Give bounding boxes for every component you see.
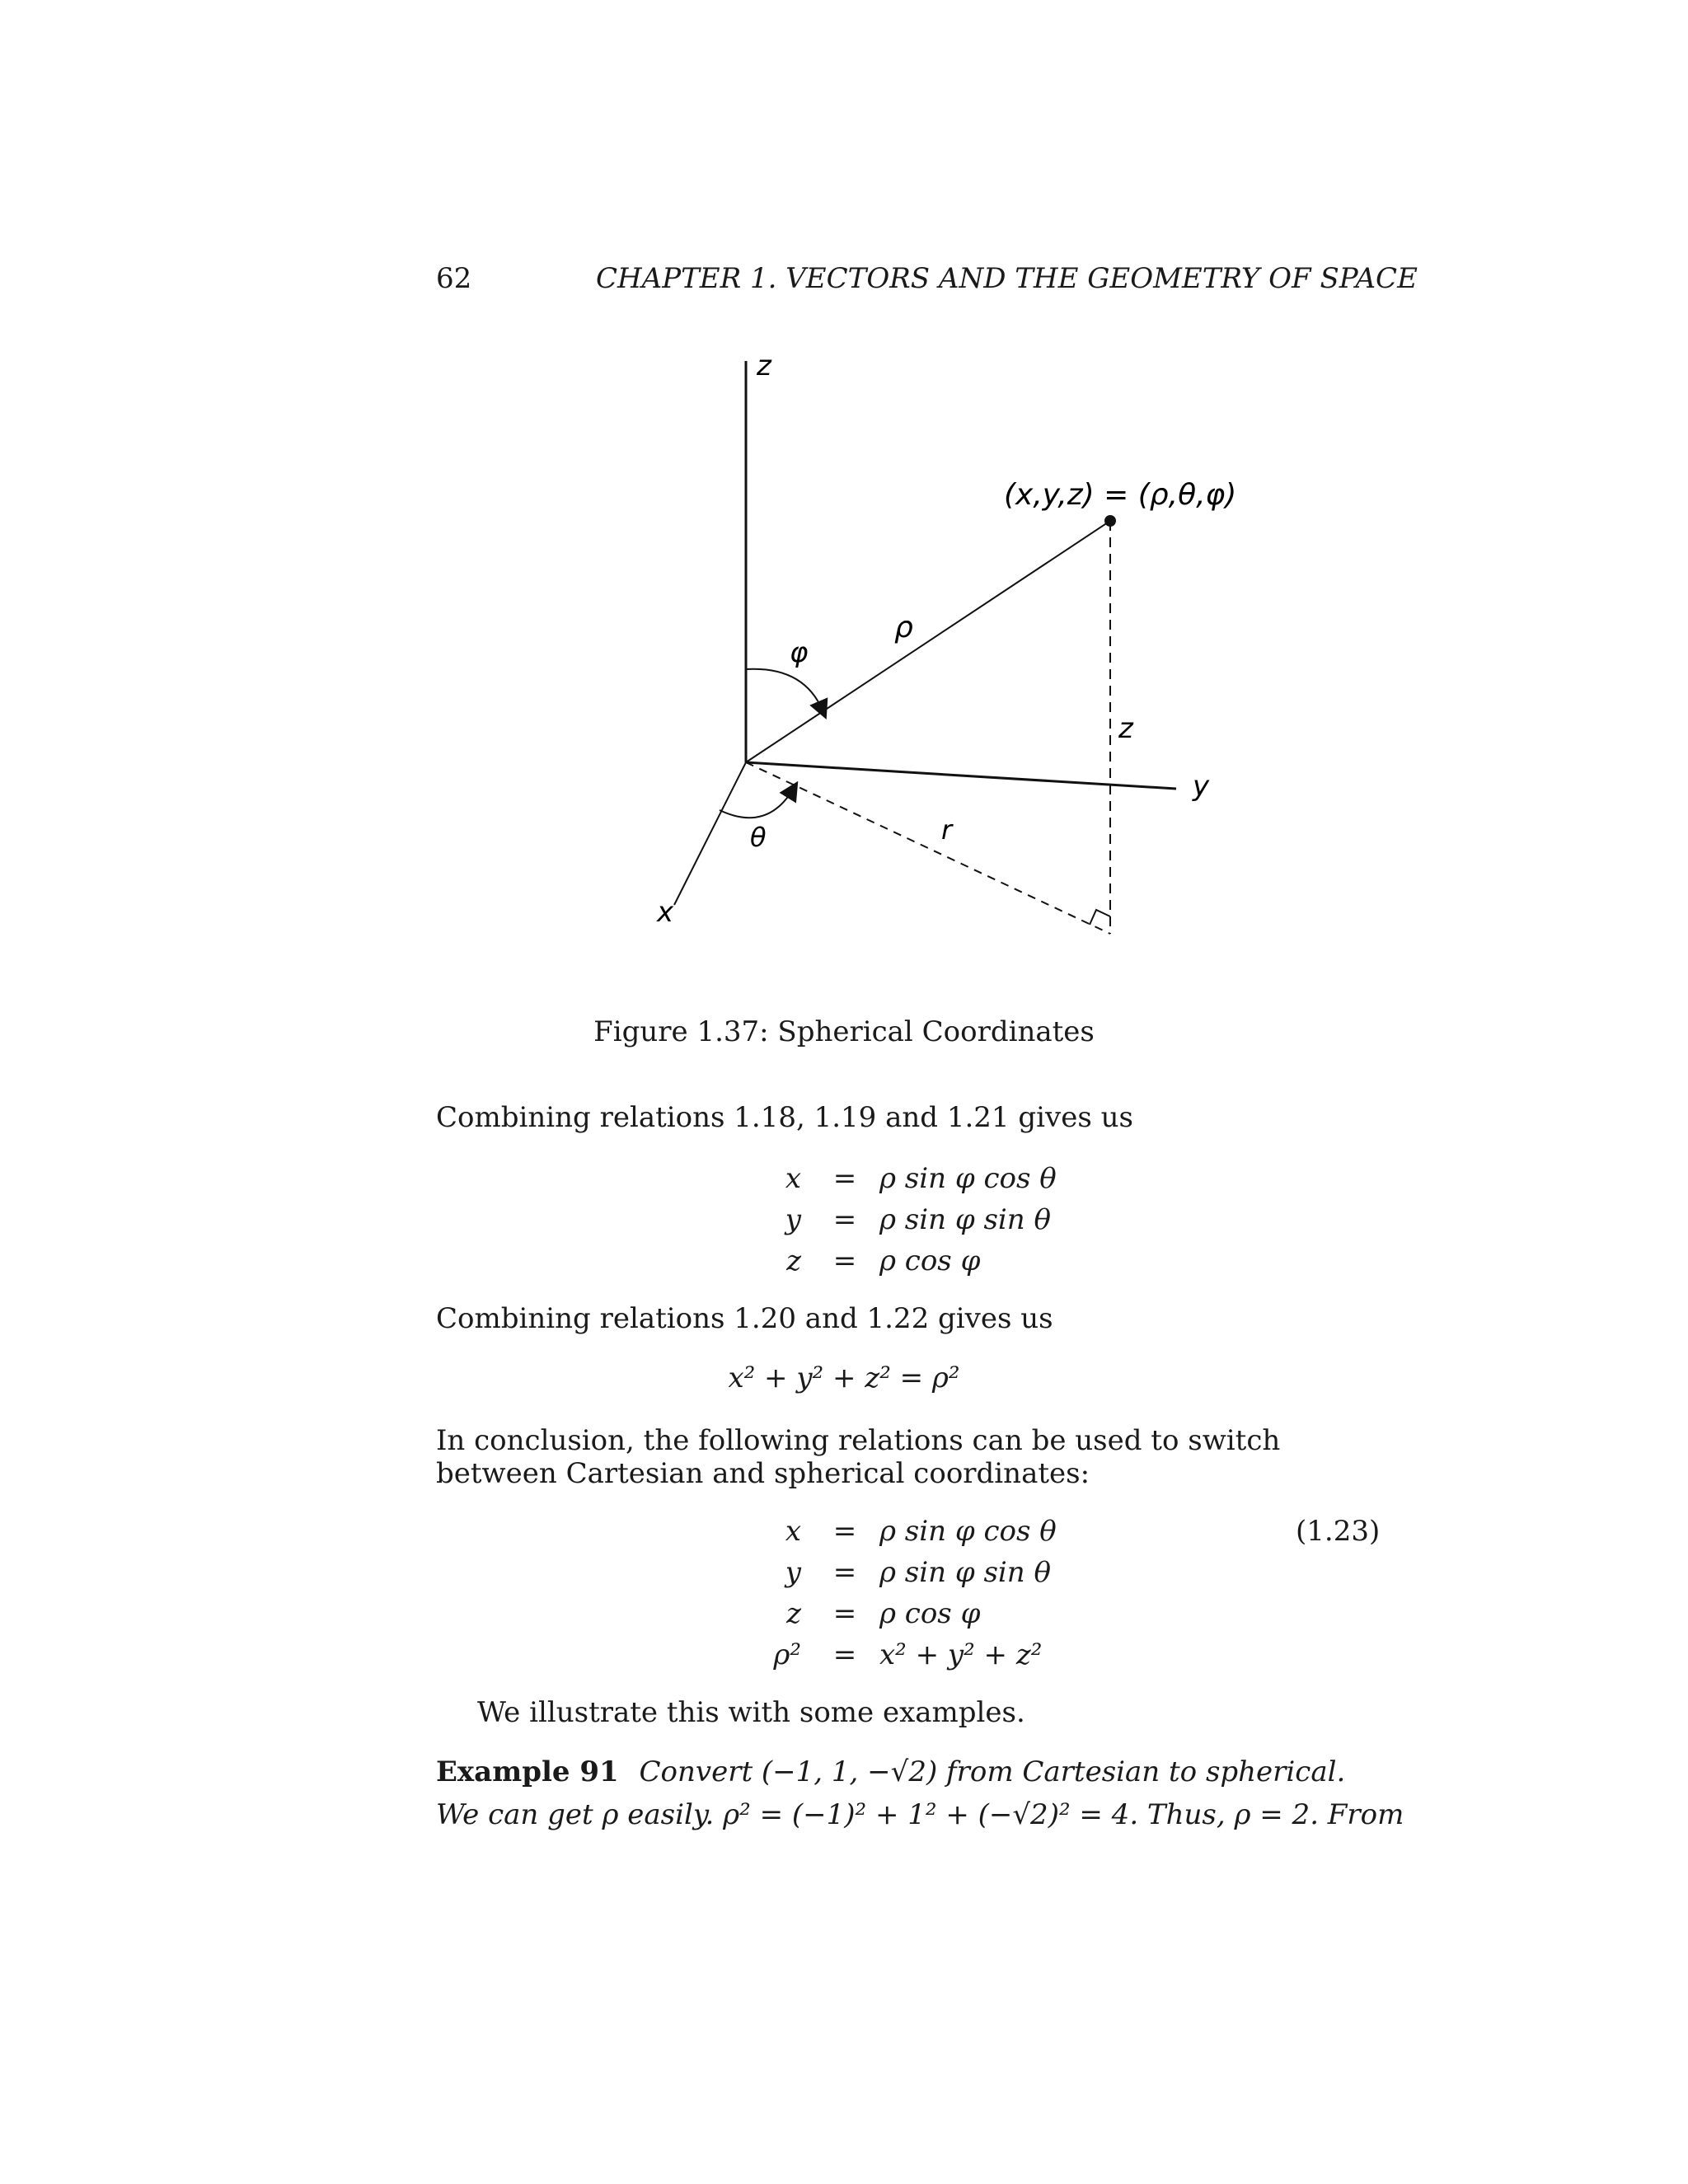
equation-lhs: z (786, 1244, 801, 1277)
equals-sign: = (832, 1515, 857, 1548)
equation-lhs: x (785, 1162, 801, 1195)
figure-caption: Figure 1.37: Spherical Coordinates (593, 1015, 1095, 1048)
equals-sign: = (832, 1638, 857, 1671)
z-height-label: z (1118, 712, 1133, 745)
equation-number: (1.23) (1296, 1515, 1381, 1548)
x-axis-line (674, 762, 746, 905)
equals-sign: = (832, 1203, 857, 1236)
example-statement-line (436, 1755, 1370, 1788)
equation-rhs: ρ cos φ (879, 1597, 981, 1630)
rho-label: ρ (894, 611, 913, 644)
equation-lhs: y (785, 1556, 801, 1589)
y-axis-label: y (1193, 770, 1210, 803)
running-head: CHAPTER 1. VECTORS AND THE GEOMETRY OF SPACE (596, 262, 1418, 295)
right-angle-mark (1090, 910, 1110, 925)
page-number: 62 (436, 262, 472, 295)
example-statement: Convert (−1, 1, −√2) from Cartesian to spherical. (639, 1755, 1346, 1788)
r-label: r (941, 814, 953, 846)
equation-rhs: x² + y² + z² (879, 1638, 1043, 1671)
equation-rhs: ρ sin φ cos θ (879, 1162, 1057, 1195)
phi-arc (746, 669, 823, 710)
equals-sign: = (832, 1244, 857, 1277)
equals-sign: = (832, 1597, 857, 1630)
x-axis-label: x (657, 896, 674, 929)
paragraph-combining-1: Combining relations 1.18, 1.19 and 1.21 gives us (436, 1101, 1133, 1134)
paragraph-conclusion: In conclusion, the following relations can be used to switch between Cartesian and spherical coordinates: (436, 1424, 1281, 1490)
equals-sign: = (832, 1162, 857, 1195)
point-label: (x,y,z) = (ρ,θ,φ) (1004, 478, 1237, 512)
equals-sign: = (832, 1556, 857, 1589)
equation-rhs: ρ sin φ cos θ (879, 1515, 1057, 1548)
equation-rhs: ρ cos φ (879, 1244, 981, 1277)
spherical-coordinates-figure (0, 0, 1688, 989)
equation-lhs: ρ² (773, 1638, 801, 1671)
point-marker (1104, 515, 1116, 527)
z-axis-label: z (757, 349, 771, 382)
example-label: Example 91 (436, 1755, 619, 1788)
example-solution-line: We can get ρ easily. ρ² = (−1)² + 1² + (−√2)² = 4. Thus, ρ = 2. From (436, 1798, 1404, 1831)
paragraph-combining-2: Combining relations 1.20 and 1.22 gives us (436, 1302, 1053, 1335)
paragraph-examples-intro: We illustrate this with some examples. (477, 1696, 1025, 1729)
r-dashed-line (746, 762, 1110, 934)
equation-lhs: x (785, 1515, 801, 1548)
equation-rhs: ρ sin φ sin θ (879, 1556, 1051, 1589)
equation-lhs: z (786, 1597, 801, 1630)
equation-lhs: y (785, 1203, 801, 1236)
phi-label: φ (790, 636, 809, 669)
theta-label: θ (750, 822, 767, 853)
equation-rhs: ρ sin φ sin θ (879, 1203, 1051, 1236)
sum-of-squares-equation: x² + y² + z² = ρ² (728, 1361, 960, 1394)
y-axis-line (746, 762, 1176, 789)
